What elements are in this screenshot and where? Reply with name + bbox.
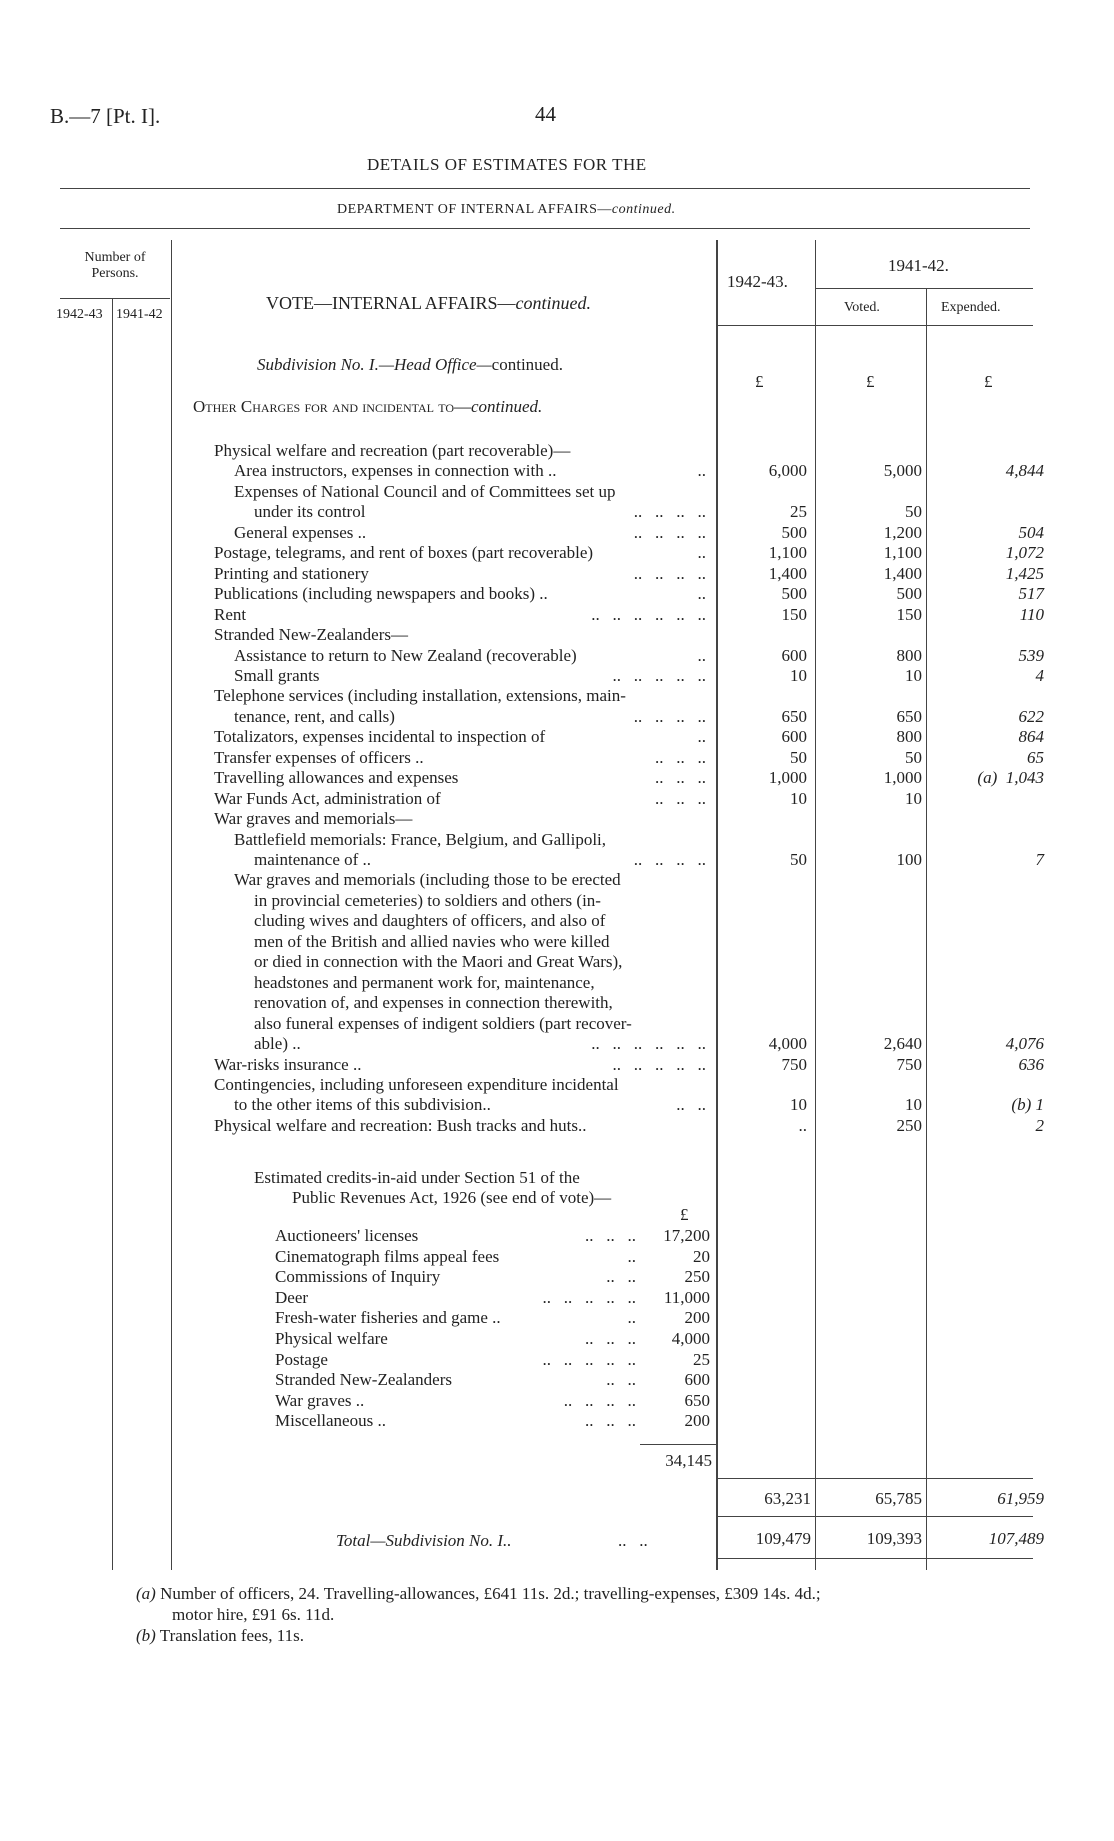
item-label: Area instructors, expenses in connection with ..: [234, 461, 557, 480]
credit-label: Deer: [275, 1288, 309, 1307]
credit-leader-dots: .. .. .. .. ..: [542, 1350, 636, 1369]
amount-voted: 150: [896, 605, 922, 624]
other-charges-label: Other Charges for and incidental to—: [193, 397, 472, 416]
credit-value: 25: [693, 1350, 710, 1369]
item-label: Stranded New-Zealanders—: [214, 625, 409, 644]
amount-voted: 500: [896, 584, 922, 603]
total-rule-bottom: [718, 1558, 1033, 1559]
amount-1942: 10: [790, 789, 807, 808]
item-leader-dots: .. .. .. ..: [633, 502, 706, 521]
item-label: Totalizators, expenses incidental to inspection of: [214, 727, 546, 746]
credit-value: 20: [693, 1247, 710, 1266]
footnote-a: [136, 1584, 821, 1604]
amount-1942: 50: [790, 850, 807, 869]
item-leader-dots: ..: [697, 461, 706, 480]
amount-expended: 1,425: [1005, 564, 1044, 583]
amount-voted: 10: [905, 666, 922, 685]
amount-voted: 50: [905, 748, 922, 767]
amount-expended: 4,844: [1005, 461, 1044, 480]
item-label: War Funds Act, administration of: [214, 789, 441, 808]
credits-total: 34,145: [665, 1451, 712, 1470]
amount-1942: 500: [781, 584, 807, 603]
persons-year-a: 1942-43: [56, 307, 103, 322]
col-1941-header: 1941-42.: [888, 256, 949, 275]
subtotal-expended: 61,959: [997, 1489, 1044, 1508]
pound-sign-expended: £: [984, 372, 993, 391]
amount-1942: 750: [781, 1055, 807, 1074]
credit-label: War graves ..: [275, 1391, 365, 1410]
persons-header: [60, 250, 170, 282]
credit-value: 200: [684, 1411, 710, 1430]
item-label: Physical welfare and recreation: Bush tracks and huts..: [214, 1116, 587, 1135]
amount-voted: 100: [896, 850, 922, 869]
amount-1942: 6,000: [768, 461, 807, 480]
credit-value: 600: [684, 1370, 710, 1389]
subtotal-rule-bottom: [718, 1516, 1033, 1517]
item-label: War graves and memorials—: [214, 809, 413, 828]
page-number: 44: [535, 102, 556, 126]
amount-expended: 110: [1019, 605, 1044, 624]
department-suffix: continued.: [611, 202, 676, 217]
item-label: Assistance to return to New Zealand (recoverable): [234, 646, 577, 665]
amount-voted: 2,640: [883, 1034, 922, 1053]
item-label: also funeral expenses of indigent soldiers (part recover-: [254, 1014, 632, 1033]
credit-label: Commissions of Inquiry: [275, 1267, 441, 1286]
amount-expended: 2: [1035, 1116, 1044, 1135]
credit-value: 4,000: [671, 1329, 710, 1348]
credit-leader-dots: .. .. ..: [585, 1411, 636, 1430]
credit-leader-dots: .. .. .. .. ..: [542, 1288, 636, 1307]
item-label: under its control: [254, 502, 366, 521]
amount-voted: 5,000: [883, 461, 922, 480]
credits-heading-1: Estimated credits-in-aid under Section 51 of the: [254, 1168, 580, 1187]
item-label: Physical welfare and recreation (part recoverable)—: [214, 441, 571, 460]
credit-value: 200: [684, 1308, 710, 1327]
total-1942: 109,479: [755, 1529, 811, 1548]
footnote-a-text: Number of officers, 24. Travelling-allowances, £641 11s. 2d.; travelling-expenses, £309 14s. 4d.;: [160, 1584, 821, 1603]
persons-label: Number of Persons.: [84, 250, 146, 281]
item-label: General expenses ..: [234, 523, 367, 542]
other-charges-heading: [193, 397, 542, 417]
item-label: able) ..: [254, 1034, 301, 1053]
footnote-b: [136, 1626, 304, 1646]
item-label: tenance, rent, and calls): [234, 707, 395, 726]
pound-sign-voted: £: [866, 372, 875, 391]
item-label: Postage, telegrams, and rent of boxes (part recoverable): [214, 543, 594, 562]
amount-voted: 650: [896, 707, 922, 726]
item-leader-dots: .. .. .. .. ..: [612, 1055, 706, 1074]
item-leader-dots: ..: [697, 727, 706, 746]
credit-value: 11,000: [663, 1288, 710, 1307]
amount-expended: 504: [1018, 523, 1044, 542]
amount-1942: 4,000: [768, 1034, 807, 1053]
amount-expended: 7: [1035, 850, 1044, 869]
item-leader-dots: .. .. ..: [655, 768, 706, 787]
pound-sign-1942: £: [755, 372, 764, 391]
item-label: in provincial cemeteries) to soldiers and others (in-: [254, 891, 601, 910]
persons-year-b: 1941-42: [116, 307, 163, 322]
amount-expended: 864: [1018, 727, 1044, 746]
rule-head-top: [60, 228, 1030, 229]
credit-leader-dots: ..: [627, 1247, 636, 1266]
item-label: maintenance of ..: [254, 850, 372, 869]
amount-expended: 636: [1018, 1055, 1044, 1074]
item-leader-dots: .. .. .. ..: [633, 850, 706, 869]
amount-1942: 1,100: [768, 543, 807, 562]
item-label: War-risks insurance ..: [214, 1055, 362, 1074]
footnote-b-text: Translation fees, 11s.: [159, 1626, 304, 1645]
amount-expended: 4: [1035, 666, 1044, 685]
amount-voted: 800: [896, 727, 922, 746]
vote-label: VOTE—INTERNAL AFFAIRS—: [266, 293, 516, 313]
credit-label: Postage: [275, 1350, 328, 1369]
item-leader-dots: ..: [697, 646, 706, 665]
amount-voted: 750: [896, 1055, 922, 1074]
vote-heading: [266, 293, 591, 314]
amount-voted: 800: [896, 646, 922, 665]
vote-suffix: continued.: [515, 293, 591, 313]
total-expended: 107,489: [988, 1529, 1044, 1548]
credit-label: Physical welfare: [275, 1329, 388, 1348]
item-label: headstones and permanent work for, maintenance,: [254, 973, 595, 992]
credit-label: Stranded New-Zealanders: [275, 1370, 453, 1389]
credits-pound: £: [680, 1205, 689, 1224]
credit-value: 650: [684, 1391, 710, 1410]
item-label: Rent: [214, 605, 247, 624]
item-leader-dots: .. .. .. .. ..: [612, 666, 706, 685]
item-leader-dots: .. .. .. ..: [633, 564, 706, 583]
credit-leader-dots: .. ..: [606, 1370, 636, 1389]
item-label: Transfer expenses of officers ..: [214, 748, 424, 767]
credit-leader-dots: .. .. ..: [585, 1329, 636, 1348]
amount-1942: 600: [781, 646, 807, 665]
vrule-persons-left: [112, 298, 113, 1570]
credit-label: Fresh-water fisheries and game ..: [275, 1308, 501, 1327]
total-dots: .. ..: [618, 1531, 648, 1550]
item-label: men of the British and allied navies who were killed: [254, 932, 610, 951]
credits-heading-2: Public Revenues Act, 1926 (see end of vote)—: [292, 1188, 612, 1207]
amount-1942: 50: [790, 748, 807, 767]
item-label: Small grants: [234, 666, 320, 685]
amount-1942: 10: [790, 1095, 807, 1114]
item-leader-dots: .. .. .. ..: [633, 523, 706, 542]
amount-voted: 250: [896, 1116, 922, 1135]
subtotal-rule-top: [718, 1478, 1033, 1479]
subtotal-1942: 63,231: [764, 1489, 811, 1508]
col-1942-header: 1942-43.: [727, 272, 788, 291]
item-label: Travelling allowances and expenses: [214, 768, 459, 787]
amount-expended: 65: [1027, 748, 1044, 767]
item-label: to the other items of this subdivision..: [234, 1095, 491, 1114]
credit-leader-dots: .. .. .. ..: [563, 1391, 636, 1410]
amount-1942: 10: [790, 666, 807, 685]
document-ref: B.—7 [Pt. I].: [50, 104, 161, 128]
item-label: Publications (including newspapers and books) ..: [214, 584, 548, 603]
credits-total-rule: [640, 1444, 716, 1445]
item-leader-dots: .. .. .. .. .. ..: [591, 1034, 706, 1053]
item-label: or died in connection with the Maori and Great Wars),: [254, 952, 623, 971]
credit-value: 250: [684, 1267, 710, 1286]
amount-1942: 650: [781, 707, 807, 726]
vrule-persons-right: [171, 240, 172, 1570]
amount-voted: 10: [905, 789, 922, 808]
amount-voted: 1,100: [883, 543, 922, 562]
item-leader-dots: .. .. ..: [655, 748, 706, 767]
amount-1942: 150: [781, 605, 807, 624]
amount-expended: 622: [1018, 707, 1044, 726]
rule-top: [60, 188, 1030, 189]
amount-voted: 10: [905, 1095, 922, 1114]
other-charges-suffix: continued.: [471, 397, 543, 416]
amount-1942: 25: [790, 502, 807, 521]
total-voted: 109,393: [866, 1529, 922, 1548]
amount-expended: 4,076: [1005, 1034, 1044, 1053]
amount-expended: 1,072: [1005, 543, 1044, 562]
item-label: Expenses of National Council and of Committees set up: [234, 482, 616, 501]
amount-1942: 600: [781, 727, 807, 746]
amount-expended: 539: [1018, 646, 1044, 665]
amount-1942: 500: [781, 523, 807, 542]
item-label: Battlefield memorials: France, Belgium, and Gallipoli,: [234, 830, 607, 849]
amount-voted: 1,200: [883, 523, 922, 542]
voted-header: Voted.: [844, 300, 880, 315]
amount-voted: 50: [905, 502, 922, 521]
subdivision-suffix: continued.: [491, 355, 563, 374]
rule-head-bottom: [718, 325, 1033, 326]
item-leader-dots: .. .. ..: [655, 789, 706, 808]
amount-1942: ..: [798, 1116, 807, 1135]
item-leader-dots: .. .. .. ..: [633, 707, 706, 726]
vrule-1942-right: [815, 240, 816, 1570]
credit-label: Cinematograph films appeal fees: [275, 1247, 500, 1266]
vrule-text-right: [716, 240, 718, 1570]
total-label: Total—Subdivision No. I..: [336, 1531, 512, 1550]
credit-label: Miscellaneous ..: [275, 1411, 386, 1430]
item-leader-dots: .. ..: [676, 1095, 706, 1114]
amount-voted: 1,400: [883, 564, 922, 583]
subtotal-voted: 65,785: [875, 1489, 922, 1508]
amount-expended: (b) 1: [1011, 1095, 1044, 1114]
credit-leader-dots: ..: [627, 1308, 636, 1327]
credit-leader-dots: .. .. ..: [585, 1226, 636, 1245]
item-leader-dots: .. .. .. .. .. ..: [591, 605, 706, 624]
item-leader-dots: ..: [697, 584, 706, 603]
expended-header: Expended.: [941, 300, 1001, 315]
amount-expended: 517: [1018, 584, 1044, 603]
rule-1941-sub: [815, 288, 1033, 289]
amount-1942: 1,400: [768, 564, 807, 583]
amount-1942: 1,000: [768, 768, 807, 787]
persons-rule: [60, 298, 170, 299]
footnote-a-mark: (a): [136, 1584, 156, 1603]
footnote-b-mark: (b): [136, 1626, 156, 1645]
footnote-a-line2: motor hire, £91 6s. 11d.: [172, 1605, 335, 1624]
page-title: DETAILS OF ESTIMATES FOR THE: [367, 155, 647, 174]
credit-value: 17,200: [663, 1226, 710, 1245]
item-label: Telephone services (including installation, extensions, main-: [214, 686, 626, 705]
amount-voted: 1,000: [883, 768, 922, 787]
department-title: [337, 202, 676, 218]
amount-expended: (a) 1,043: [977, 768, 1044, 787]
credit-label: Auctioneers' licenses: [275, 1226, 419, 1245]
item-label: War graves and memorials (including those to be erected: [234, 870, 621, 889]
credit-leader-dots: .. ..: [606, 1267, 636, 1286]
item-label: cluding wives and daughters of officers, and also of: [254, 911, 606, 930]
item-label: renovation of, and expenses in connection therewith,: [254, 993, 613, 1012]
subdivision-heading: [257, 355, 563, 375]
department-name: DEPARTMENT OF INTERNAL AFFAIRS—: [337, 202, 612, 217]
item-leader-dots: ..: [697, 543, 706, 562]
subdivision-title: Subdivision No. I.—Head Office—: [257, 355, 492, 374]
item-label: Contingencies, including unforeseen expenditure incidental: [214, 1075, 619, 1094]
item-label: Printing and stationery: [214, 564, 369, 583]
